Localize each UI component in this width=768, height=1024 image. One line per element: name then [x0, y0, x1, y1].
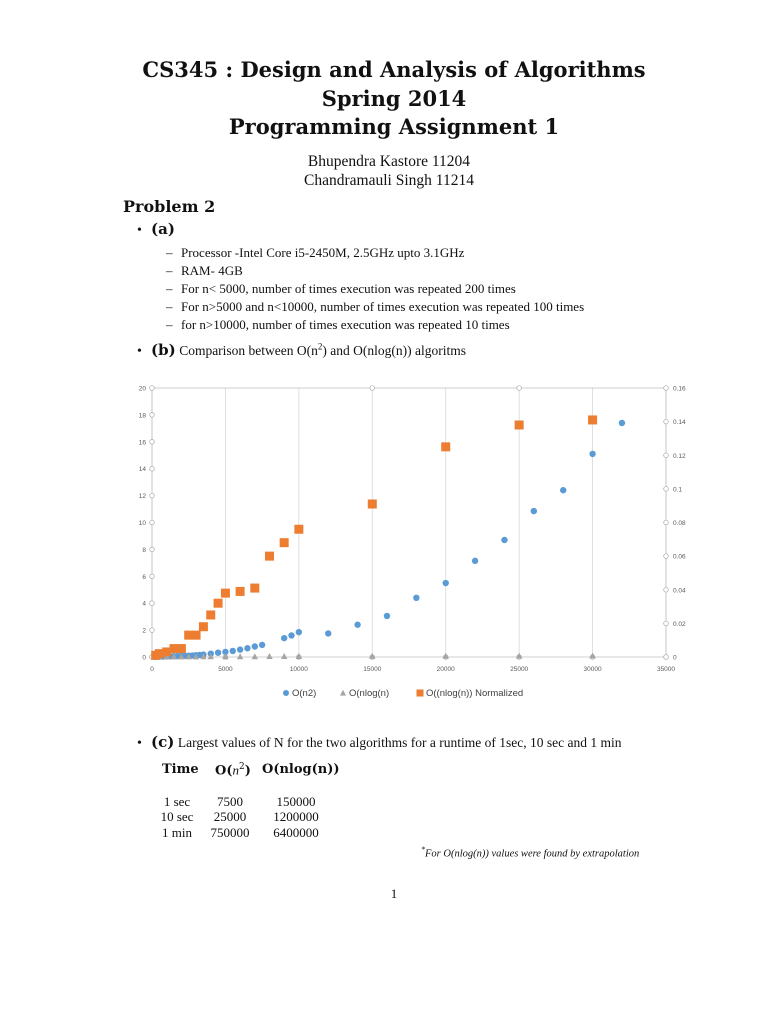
part-b-text [179, 343, 466, 358]
table-cell: 1 min [162, 825, 192, 840]
legend-marker-onlogn [340, 690, 346, 696]
y-tick-label: 10 [138, 520, 146, 527]
page-number: 1 [390, 886, 398, 901]
y2-tick-marker [664, 453, 669, 458]
table-cell: 150000 [276, 794, 316, 809]
data-point-onlogn-normalized [294, 525, 303, 534]
data-point-onlogn [266, 653, 272, 659]
y2-tick-label: 0.1 [673, 486, 683, 494]
list-item-text: For n< 5000, number of times execution was repeated 200 times [181, 281, 516, 296]
y-tick-marker [150, 413, 155, 418]
data-point-on2 [443, 580, 449, 586]
data-point-onlogn-normalized [250, 584, 259, 593]
y-tick-marker [150, 440, 155, 445]
y-tick-marker [150, 601, 155, 606]
y-tick-marker [150, 574, 155, 579]
data-point-on2 [384, 613, 390, 619]
data-point-onlogn-normalized [206, 610, 215, 619]
title-line-3: Programming Assignment 1 [228, 114, 560, 139]
list-item-text: For n>5000 and n<10000, number of times execution was repeated 100 times [181, 299, 585, 314]
y2-tick-label: 0.12 [673, 452, 686, 460]
bullet-dot-icon: • [137, 344, 142, 359]
y-tick-marker [150, 628, 155, 633]
y2-tick-label: 0.04 [673, 587, 686, 595]
data-point-on2 [413, 595, 419, 601]
table-cell: 1 sec [163, 794, 191, 809]
data-point-onlogn-normalized [588, 415, 597, 424]
list-item [166, 281, 516, 297]
data-point-on2 [560, 487, 566, 493]
data-point-on2 [281, 635, 287, 641]
y-tick-marker [150, 547, 155, 552]
y-tick-marker [150, 386, 155, 391]
table-header-time: Time [162, 762, 199, 777]
legend-label: O((nlog(n)) Normalized [426, 688, 524, 699]
data-point-onlogn-normalized [199, 622, 208, 631]
data-point-on2 [252, 643, 258, 649]
list-item [166, 299, 584, 315]
table-cell: 7500 [217, 794, 243, 809]
dash-icon: – [166, 299, 173, 314]
y-tick-label: 0 [142, 654, 146, 662]
dash-icon: – [166, 263, 173, 278]
data-point-onlogn-normalized [441, 442, 450, 451]
x-tick-label: 30000 [583, 666, 602, 673]
data-point-on2 [244, 645, 250, 651]
problem-heading: Problem 2 [123, 197, 216, 216]
data-point-onlogn-normalized [368, 500, 377, 509]
part-b-text-pre: Comparison between O(n [179, 343, 318, 358]
part-b-bullet [137, 341, 466, 360]
data-point-on2 [619, 420, 625, 426]
y-tick-marker [150, 466, 155, 471]
data-point-on2 [501, 537, 507, 543]
y2-tick-marker [664, 386, 669, 391]
y-tick-label: 2 [142, 627, 146, 635]
y2-tick-label: 0.14 [673, 419, 686, 427]
data-point-on2 [237, 646, 243, 652]
y2-tick-marker [664, 554, 669, 559]
data-point-onlogn [281, 653, 287, 659]
footnote-star: * [421, 845, 425, 854]
table-header-onlogn: O(nlog(n)) [262, 762, 340, 777]
bullet-dot-icon: • [137, 223, 142, 238]
legend-label: O(n2) [292, 688, 317, 699]
dash-icon: – [166, 317, 173, 332]
data-point-onlogn [237, 653, 243, 659]
title-line-2: Spring 2014 [321, 86, 467, 111]
x-tick-label: 35000 [656, 666, 676, 673]
y-tick-label: 18 [138, 412, 146, 420]
legend-marker-on2 [283, 690, 289, 696]
table-cell: 1200000 [273, 809, 319, 824]
part-b-text-sup: 2 [317, 341, 323, 352]
y-tick-label: 14 [138, 466, 146, 474]
footnote [421, 845, 639, 860]
data-point-on2 [288, 632, 294, 638]
table-cell: 6400000 [273, 825, 319, 840]
part-b-text-post: ) and O(nlog(n)) algoritms [322, 343, 466, 358]
part-b-label: (b) [151, 341, 176, 359]
data-point-on2 [325, 630, 331, 636]
list-item-text: for n>10000, number of times execution was repeated 10 times [181, 317, 510, 332]
y-tick-label: 16 [138, 439, 146, 447]
legend-label: O(nlog(n) [349, 688, 390, 699]
data-point-onlogn-normalized [192, 631, 201, 640]
y2-tick-marker [664, 520, 669, 525]
list-item [166, 245, 464, 261]
list-item [166, 317, 510, 333]
scatter-chart [118, 378, 688, 708]
author-2: Chandramauli Singh 11214 [304, 172, 474, 189]
x-tick-label: 0 [150, 666, 154, 673]
y2-tick-label: 0.06 [673, 553, 686, 561]
x-tick-label: 15000 [363, 666, 382, 673]
top-axis-marker [517, 386, 522, 391]
top-axis-marker [370, 386, 375, 391]
table-cell: 10 sec [160, 809, 194, 824]
table-header-on2-pre: O( [215, 763, 233, 779]
data-point-onlogn-normalized [221, 589, 230, 598]
title-line-1: CS345 : Design and Analysis of Algorithms [142, 57, 646, 82]
y-tick-label: 4 [142, 600, 146, 608]
part-c-text: Largest values of N for the two algorithms for a runtime of 1sec, 10 sec and 1 min [177, 735, 622, 750]
data-point-on2 [531, 508, 537, 514]
y2-tick-label: 0.08 [673, 520, 686, 527]
x-tick-label: 25000 [510, 666, 529, 673]
data-point-on2 [230, 648, 236, 654]
data-point-onlogn-normalized [177, 644, 186, 653]
part-c-bullet [137, 733, 621, 752]
y-tick-marker [150, 520, 155, 525]
author-1: Bhupendra Kastore 11204 [307, 153, 471, 170]
y2-tick-marker [664, 621, 669, 626]
y2-tick-label: 0 [673, 654, 677, 662]
y-tick-label: 12 [138, 493, 146, 501]
x-tick-label: 20000 [436, 666, 455, 673]
y2-tick-label: 0.02 [673, 620, 686, 628]
y2-tick-marker [664, 487, 669, 492]
data-point-onlogn-normalized [236, 587, 245, 596]
table-header-on2 [215, 762, 251, 778]
data-point-onlogn [252, 653, 258, 659]
table-cell: 750000 [210, 825, 250, 840]
list-item [166, 263, 243, 279]
part-a-label: (a) [151, 220, 175, 238]
legend-marker-onlogn-normalized [417, 690, 424, 697]
list-item-text: RAM- 4GB [181, 263, 243, 278]
table-header-on2-post: ) [244, 763, 251, 779]
x-tick-label: 10000 [289, 666, 308, 673]
dash-icon: – [166, 281, 173, 296]
part-a-bullet [137, 220, 175, 239]
data-point-onlogn-normalized [214, 599, 223, 608]
table-header-on2-n: n [232, 762, 239, 778]
part-c-label: (c) [151, 733, 175, 751]
x-tick-label: 5000 [218, 666, 233, 673]
y-tick-label: 6 [142, 573, 146, 581]
data-point-on2 [215, 649, 221, 655]
data-point-on2 [472, 558, 478, 564]
dash-icon: – [166, 245, 173, 260]
y-tick-label: 8 [142, 546, 146, 554]
data-point-onlogn-normalized [265, 552, 274, 561]
y-tick-label: 20 [138, 385, 146, 393]
table-cell: 25000 [213, 809, 247, 824]
list-item-text: Processor -Intel Core i5-2450M, 2.5GHz upto 3.1GHz [181, 245, 465, 260]
bullet-dot-icon: • [137, 736, 142, 751]
y2-tick-marker [664, 587, 669, 592]
data-point-onlogn-normalized [280, 538, 289, 547]
data-point-on2 [259, 642, 265, 648]
data-point-on2 [296, 629, 302, 635]
y2-tick-marker [664, 419, 669, 424]
data-point-on2 [589, 451, 595, 457]
footnote-text: For O(nlog(n)) values were found by extrapolation [425, 848, 640, 860]
y2-tick-marker [664, 655, 669, 660]
data-point-on2 [354, 622, 360, 628]
y-tick-marker [150, 493, 155, 498]
y2-tick-label: 0.16 [673, 385, 686, 393]
table-header-on2-sup: 2 [238, 762, 245, 772]
data-point-onlogn-normalized [515, 420, 524, 429]
data-point-onlogn [589, 653, 595, 659]
